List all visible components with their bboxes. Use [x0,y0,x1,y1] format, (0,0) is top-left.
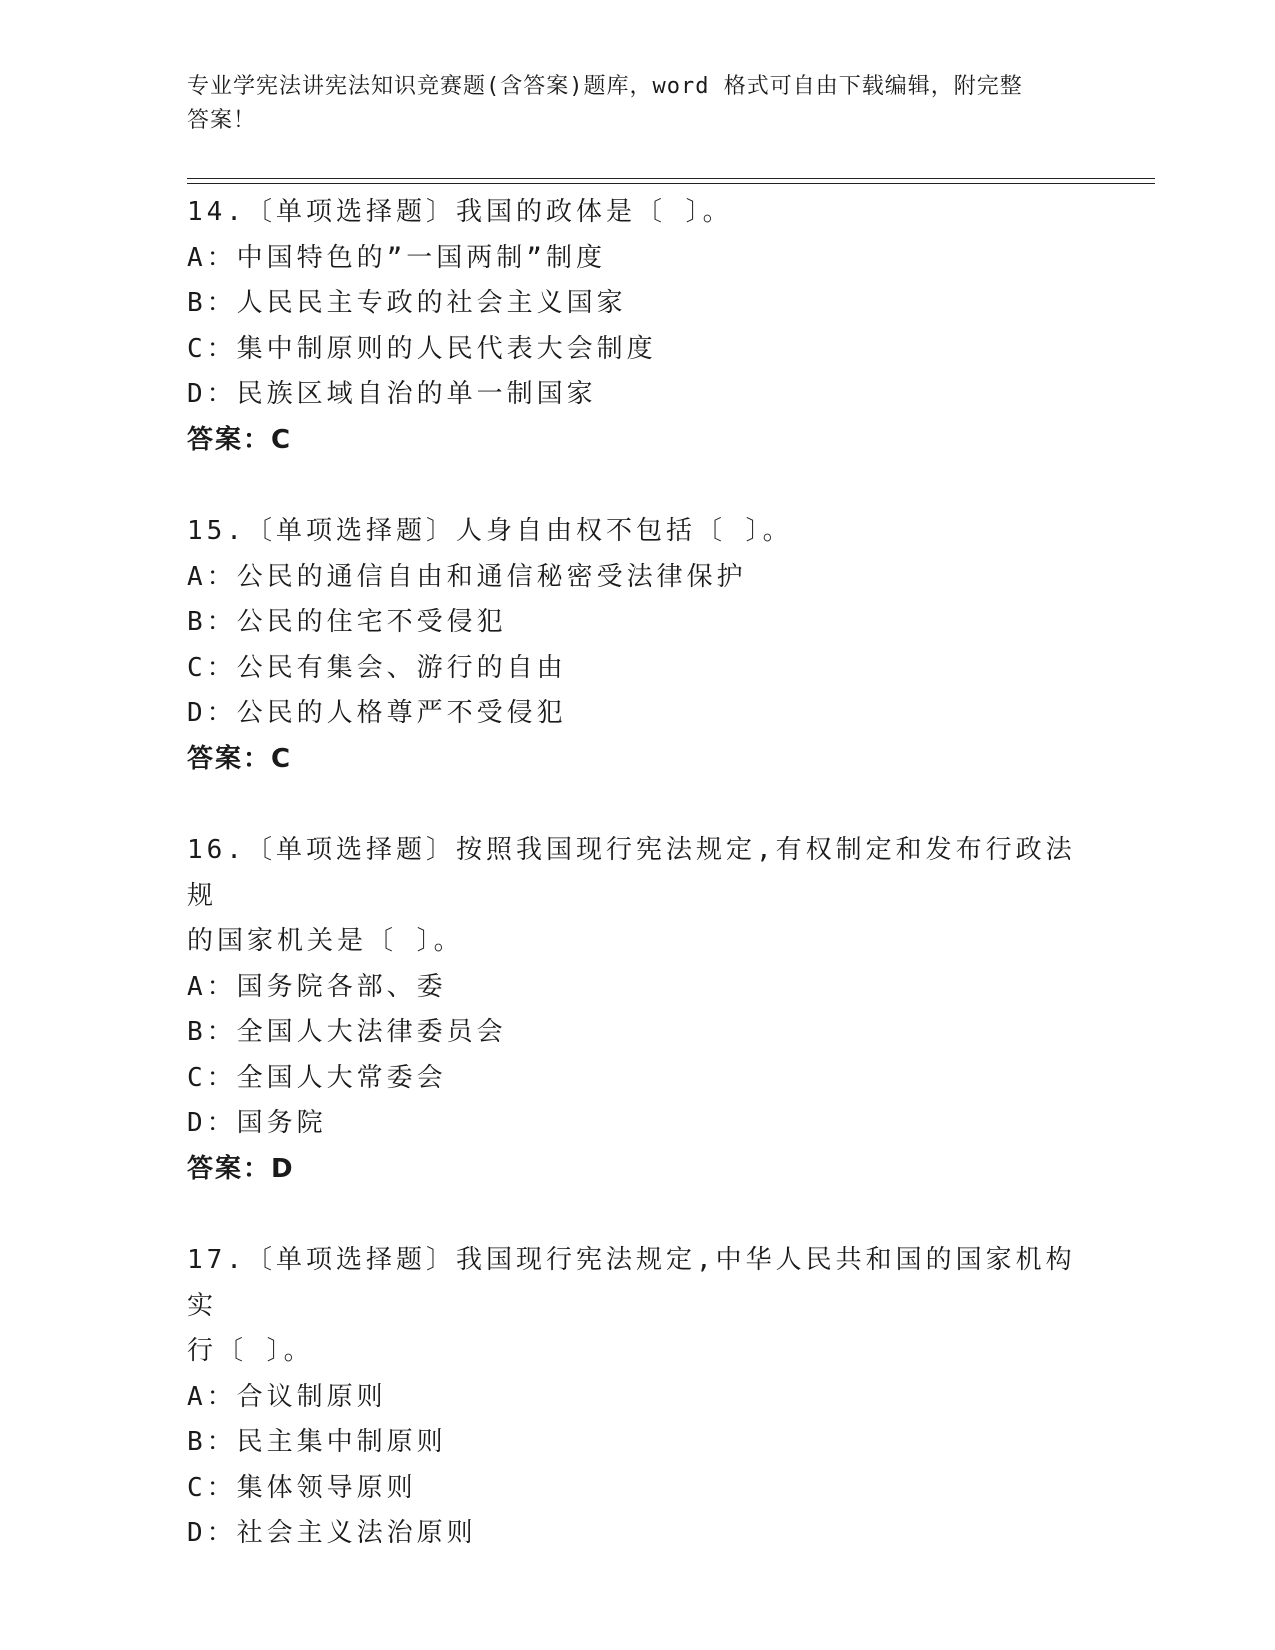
option-a: A：中国特色的”一国两制”制度 [187,242,606,273]
question-list [187,190,1087,1603]
option-b: B：民主集中制原则 [187,1427,447,1457]
question-16 [187,828,1087,1192]
option-d: D：社会主义法治原则 [187,1518,477,1548]
option-d: D：国务院 [187,1108,327,1138]
option-a: A：合议制原则 [187,1381,387,1412]
option-c: C：集体领导原则 [187,1472,417,1503]
question-text-line-1: 17.〔单项选择题〕我国现行宪法规定,中华人民共和国的国家机构实 [187,1245,1076,1321]
answer-line: 答案：C [187,743,293,774]
option-d: D：民族区域自治的单一制国家 [187,379,597,409]
question-14 [187,190,1087,463]
question-text: 15.〔单项选择题〕人身自由权不包括〔 〕。 [187,516,793,546]
option-c: C：集中制原则的人民代表大会制度 [187,333,657,364]
answer-line: 答案：D [187,1153,295,1184]
header-line-1: 专业学宪法讲宪法知识竞赛题(含答案)题库，word 格式可自由下载编辑，附完整 [187,74,1023,99]
option-a: A：公民的通信自由和通信秘密受法律保护 [187,561,747,592]
header-divider-top [187,178,1155,179]
option-c: C：全国人大常委会 [187,1062,447,1093]
question-text: 14.〔单项选择题〕我国的政体是〔 〕。 [187,197,733,227]
option-b: B：人民民主专政的社会主义国家 [187,288,627,318]
question-15 [187,509,1087,782]
option-c: C：公民有集会、游行的自由 [187,652,567,683]
option-a: A：国务院各部、委 [187,971,447,1002]
document-header [187,70,1087,138]
question-text-line-1: 16.〔单项选择题〕按照我国现行宪法规定,有权制定和发布行政法规 [187,835,1076,911]
header-line-2: 答案！ [187,108,257,133]
header-divider-bottom [187,183,1155,184]
question-17 [187,1238,1087,1557]
option-d: D：公民的人格尊严不受侵犯 [187,698,567,728]
option-b: B：全国人大法律委员会 [187,1017,507,1047]
answer-line: 答案：C [187,424,293,455]
option-b: B：公民的住宅不受侵犯 [187,607,507,637]
question-text-line-2: 行〔 〕。 [187,1336,314,1366]
question-text-line-2: 的国家机关是〔 〕。 [187,926,464,956]
